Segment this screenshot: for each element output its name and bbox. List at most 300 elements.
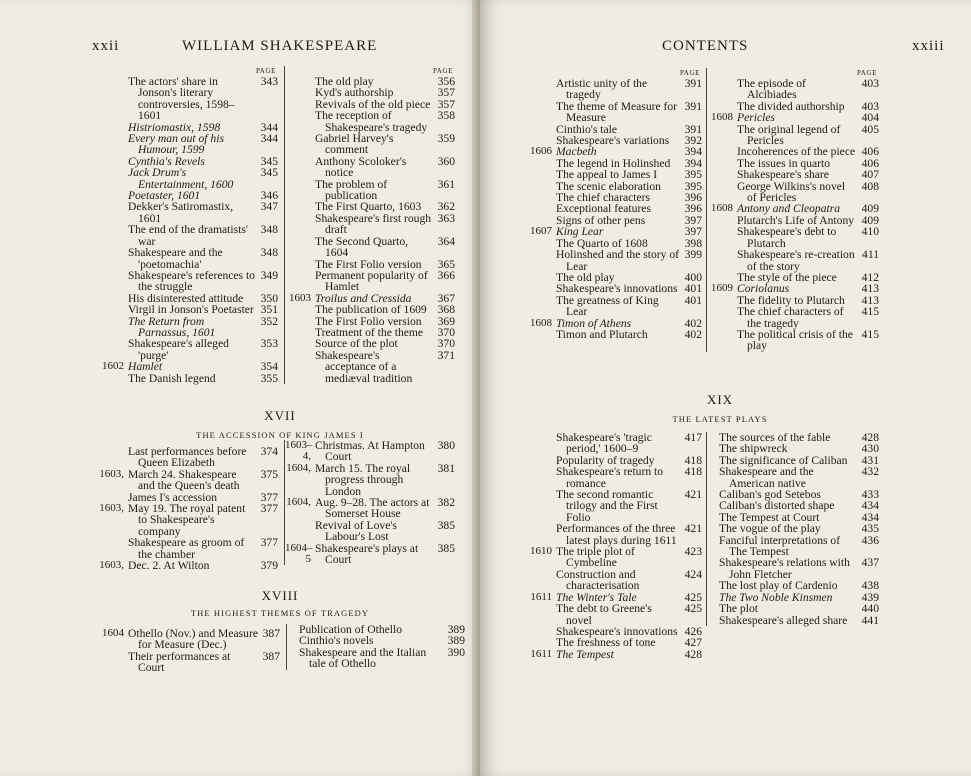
toc-entry-page: 368 (437, 303, 455, 317)
toc-entry (707, 78, 879, 101)
toc-entry-title: Shakespeare's alleged 'purge' (128, 337, 229, 362)
toc-entry-title: The Danish legend (128, 371, 216, 385)
toc-entry (707, 557, 879, 580)
toc-entry-page: 394 (684, 145, 702, 159)
left-page-number: xxii (92, 38, 120, 54)
toc-entry-year: 1608 (530, 316, 552, 329)
toc-entry-page: 418 (684, 453, 702, 467)
toc-entry-page: 345 (260, 166, 278, 180)
toc-entry-page: 436 (861, 533, 879, 547)
toc-entry (98, 537, 278, 560)
toc-entry-page: 426 (684, 624, 702, 638)
toc-entry-page: 395 (684, 168, 702, 182)
toc-entry-year (526, 192, 556, 203)
toc-entry (707, 181, 879, 204)
toc-entry-page: 381 (437, 461, 455, 475)
toc-entry-year (285, 350, 315, 384)
toc-entry (98, 133, 278, 156)
toc-entry (526, 215, 702, 226)
toc-entry (526, 135, 702, 146)
toc-entry-page: 403 (861, 99, 879, 113)
toc-entry-page: 363 (437, 211, 455, 225)
toc-entry-title: Shakespeare's references to the struggle (128, 268, 255, 294)
toc-entry-page: 370 (437, 325, 455, 339)
toc-entry-title: The old play (315, 75, 374, 88)
toc-entry-year (707, 158, 737, 169)
toc-entry-year (526, 626, 556, 637)
toc-entry-title: Revival of Love's Labour's Lost (315, 518, 397, 544)
toc-entry-title: Permanent popularity of Hamlet (315, 268, 428, 294)
toc-entry-year: 1603, (99, 559, 124, 572)
toc-entry-year (526, 455, 556, 466)
toc-entry-title: Pericles (737, 111, 775, 125)
toc-entry-year (98, 224, 128, 247)
toc-entry-year (98, 338, 128, 361)
toc-entry-page: 441 (861, 613, 879, 627)
toc-entry-page: 395 (684, 179, 702, 193)
toc-entry-title: March 15. The royal progress through London (315, 461, 411, 498)
toc-entry-title: Othello (Nov.) and Measure for Measure (Dec.) (128, 627, 258, 652)
toc-entry (98, 316, 278, 339)
toc-entry-page: 391 (684, 99, 702, 113)
toc-entry-page: 399 (684, 248, 702, 262)
right-running-title: CONTENTS (662, 38, 749, 54)
toc-entry-year (285, 304, 315, 315)
toc-entry-year (98, 537, 128, 560)
toc-entry (285, 213, 455, 236)
toc-entry-page: 434 (861, 499, 879, 513)
toc-entry (526, 489, 702, 523)
toc-entry-year (707, 181, 737, 204)
toc-entry (707, 603, 879, 614)
toc-entry-year (98, 373, 128, 384)
toc-entry-page: 394 (684, 156, 702, 170)
toc-entry-title: Shakespeare's variations (556, 134, 670, 148)
toc-entry-page: 357 (437, 97, 455, 111)
toc-entry-page: 402 (684, 327, 702, 341)
toc-entry-year: 1603, (99, 467, 124, 480)
toc-entry-page: 369 (437, 314, 455, 328)
toc-entry-title: The First Folio version (315, 314, 422, 328)
left-top-col2 (284, 66, 455, 384)
toc-entry (98, 560, 278, 571)
toc-entry-title: The Quarto of 1608 (556, 236, 648, 250)
right-bot-col1 (526, 432, 702, 660)
toc-entry-page: 380 (437, 439, 455, 452)
right-top-col1 (526, 68, 702, 340)
toc-entry-page: 397 (684, 213, 702, 227)
toc-entry-title: Anthony Scoloker's notice (315, 154, 407, 180)
toc-entry-year (707, 249, 737, 272)
toc-entry-page: 431 (861, 453, 879, 467)
toc-entry (98, 628, 280, 651)
toc-entry-title: Cinthio's tale (556, 122, 618, 136)
toc-entry-page: 391 (684, 77, 702, 90)
toc-entry-year (707, 295, 737, 306)
left-mid-col1 (98, 446, 278, 571)
toc-entry-page: 350 (260, 291, 278, 305)
toc-entry (285, 543, 455, 566)
toc-entry-page: 403 (861, 77, 879, 90)
toc-entry-year (526, 101, 556, 124)
toc-entry-title: The problem of publication (315, 177, 388, 203)
chapter-numeral: XVIII (261, 588, 299, 603)
toc-entry (526, 466, 702, 489)
toc-entry-title: Gabriel Harvey's comment (315, 132, 394, 157)
toc-entry-page: 428 (684, 647, 702, 661)
toc-entry-year: 1608 (711, 202, 733, 215)
toc-entry-title: Holinshed and the story of Lear (556, 248, 680, 273)
toc-entry-title: Shakespeare's debt to Plutarch (737, 225, 837, 250)
toc-entry-title: The end of the dramatists' war (128, 223, 248, 248)
toc-entry-title: The debt to Greene's novel (556, 602, 652, 627)
toc-entry-page: 377 (260, 502, 278, 516)
toc-entry-title: Caliban's god Setebos (719, 488, 821, 502)
toc-entry-title: Kyd's authorship (315, 86, 394, 100)
toc-entry-title: The triple plot of Cymbeline (556, 545, 635, 570)
right-page-number: xxiii (912, 38, 945, 54)
toc-entry (98, 373, 278, 384)
toc-entry-title: Artistic unity of the tragedy (556, 77, 648, 102)
toc-entry-page: 367 (437, 291, 455, 305)
toc-entry (285, 463, 455, 497)
toc-entry-year (526, 295, 556, 318)
toc-entry (98, 304, 278, 315)
toc-entry-year (98, 270, 128, 293)
toc-entry-year (526, 432, 556, 455)
toc-entry-title: Shakespeare's innovations (556, 624, 678, 638)
toc-entry-title: Shakespeare and the 'poetomachia' (128, 246, 223, 271)
toc-entry-page: 409 (861, 202, 879, 216)
toc-entry-year: 1607 (530, 225, 552, 238)
toc-entry-title: The chief characters of the tragedy (737, 305, 844, 330)
toc-entry-year (526, 329, 556, 340)
toc-entry-year: 1602 (102, 360, 124, 373)
toc-entry-title: Dekker's Satiromastix, 1601 (128, 200, 234, 225)
toc-entry-title: March 24. Shakespeare and the Queen's death (128, 467, 240, 493)
toc-entry (707, 249, 879, 272)
toc-entry-year (526, 238, 556, 249)
toc-entry-title: Shakespeare's relations with John Fletcher (719, 556, 850, 581)
toc-entry-page: 361 (437, 177, 455, 191)
toc-entry-title: The plot (719, 602, 758, 616)
toc-entry-page: 439 (861, 590, 879, 604)
toc-entry-year (285, 259, 315, 270)
toc-entry-title: Shakespeare and the American native (719, 465, 814, 490)
toc-entry (98, 469, 278, 492)
toc-entry (526, 603, 702, 626)
toc-entry-year (707, 146, 737, 157)
toc-entry (526, 283, 702, 294)
toc-entry-title: Caliban's distorted shape (719, 499, 835, 513)
toc-entry (707, 169, 879, 180)
toc-entry-page: 405 (861, 122, 879, 136)
toc-entry-title: James I's accession (128, 490, 218, 504)
toc-entry-year (285, 338, 315, 349)
toc-entry-title: The episode of Alcibiades (737, 77, 806, 102)
toc-entry (526, 569, 702, 592)
right-page (480, 0, 971, 776)
toc-entry-title: The Tempest at Court (719, 510, 820, 524)
toc-entry-title: Last performances before Queen Elizabeth (128, 445, 247, 470)
toc-entry (98, 167, 278, 190)
toc-entry-year (526, 78, 556, 101)
toc-entry-page: 385 (437, 518, 455, 532)
toc-entry-year (285, 236, 315, 259)
toc-entry-title: The chief characters (556, 191, 650, 205)
toc-entry-page: 411 (862, 248, 879, 262)
toc-entry-year (98, 651, 128, 674)
toc-entry-title: The theme of Measure for Measure (556, 99, 678, 125)
toc-entry (98, 338, 278, 361)
toc-entry-page: 406 (861, 156, 879, 170)
toc-entry-title: Shakespeare's return to romance (556, 465, 664, 490)
toc-entry-page: 371 (437, 348, 455, 362)
toc-entry-page: 406 (861, 145, 879, 159)
toc-entry-title: Hamlet (128, 360, 163, 374)
toc-entry-page: 401 (684, 282, 702, 296)
toc-entry-title: Virgil in Jonson's Poetaster (128, 303, 254, 317)
toc-entry-page: 390 (447, 645, 465, 659)
toc-entry-year (526, 249, 556, 272)
toc-entry-title: Shakespeare's share (737, 168, 829, 182)
toc-entry-year: 1604 (102, 627, 124, 639)
toc-entry-page: 377 (260, 536, 278, 550)
toc-entry-year (526, 569, 556, 592)
toc-entry-title: The greatness of King Lear (556, 293, 659, 319)
toc-entry-page: 365 (437, 257, 455, 271)
toc-entry-title: Shakespeare's plays at Court (315, 541, 419, 567)
toc-entry-title: Macbeth (556, 145, 597, 159)
toc-entry-title: Cinthio's novels (299, 634, 374, 648)
left-top-col1 (98, 66, 278, 384)
toc-entry-page: 357 (437, 86, 455, 100)
toc-entry-title: The legend in Holinshed (556, 156, 671, 170)
toc-entry-page: 402 (684, 316, 702, 330)
toc-entry-year: 1604, (286, 461, 311, 474)
toc-entry-title: Publication of Othello (299, 623, 403, 636)
toc-entry-title: The lost play of Cardenio (719, 579, 838, 593)
toc-entry-title: Aug. 9–28. The actors at Somerset House (315, 496, 430, 521)
toc-entry-year (285, 316, 315, 327)
toc-entry-title: Timon and Plutarch (556, 327, 648, 341)
chapter-numeral: XIX (706, 392, 734, 407)
toc-entry-page: 391 (684, 122, 702, 136)
toc-entry-year: 1611 (530, 590, 552, 603)
toc-entry-title: Performances of the three latest plays during 1611 (556, 522, 677, 547)
toc-entry (707, 124, 879, 147)
toc-entry-page: 424 (684, 567, 702, 581)
toc-entry (707, 329, 879, 352)
toc-entry-page: 379 (260, 559, 278, 573)
toc-entry-title: The sources of the fable (719, 431, 831, 444)
toc-entry-page: 437 (861, 556, 879, 570)
toc-entry-title: Shakespeare as groom of the chamber (128, 536, 245, 561)
toc-entry-title: The Return from Parnassus, 1601 (128, 314, 216, 339)
toc-entry (98, 247, 278, 270)
toc-entry-title: Every man out of his Humour, 1599 (128, 132, 224, 157)
toc-entry-title: The Tempest (556, 647, 614, 661)
toc-entry-page: 352 (260, 314, 278, 328)
toc-entry-year (526, 181, 556, 192)
toc-entry-year (526, 489, 556, 523)
toc-entry-page: 435 (861, 522, 879, 536)
toc-entry-title: The second romantic trilogy and the First Folio (556, 488, 658, 524)
toc-entry-title: The Winter's Tale (556, 590, 637, 604)
toc-entry-title: The Second Quarto, 1604 (315, 234, 409, 260)
toc-entry-page: 401 (684, 293, 702, 307)
toc-entry-year (707, 169, 737, 180)
page-column-label: PAGE (255, 67, 276, 75)
toc-entry-year (285, 133, 315, 156)
toc-entry-year (526, 637, 556, 648)
toc-entry-page: 344 (260, 120, 278, 134)
toc-entry-page: 417 (684, 431, 702, 444)
toc-entry-page: 356 (437, 75, 455, 88)
toc-entry-title: The issues in quarto (737, 156, 831, 170)
toc-entry-page: 413 (861, 282, 879, 296)
left-running-title: WILLIAM SHAKESPEARE (182, 38, 378, 54)
toc-entry-title: The scenic elaboration (556, 179, 661, 193)
toc-entry-title: Plutarch's Life of Antony (737, 213, 855, 227)
toc-entry-page: 348 (260, 246, 278, 260)
toc-entry-page: 355 (260, 371, 278, 385)
toc-entry-year (285, 179, 315, 202)
page-column-label: PAGE (432, 67, 453, 75)
toc-entry (285, 440, 455, 463)
toc-entry-year (285, 270, 315, 293)
toc-entry-year (707, 329, 737, 352)
toc-entry-page: 400 (684, 270, 702, 284)
toc-entry (707, 523, 879, 534)
toc-entry (98, 446, 278, 469)
toc-entry-title: Revivals of the old piece (315, 97, 431, 111)
toc-entry-page: 366 (437, 268, 455, 282)
toc-entry-page: 407 (861, 168, 879, 182)
toc-entry-page: 359 (437, 132, 455, 146)
toc-entry (707, 580, 879, 591)
chapter-title: THE ACCESSION OF KING JAMES I (196, 430, 364, 440)
toc-entry-page: 382 (437, 496, 455, 510)
toc-entry-title: The freshness of tone (556, 636, 656, 650)
toc-entry-page: 415 (861, 327, 879, 341)
toc-entry-title: The actors' share in Jonson's literary controversies, 1598–1601 (128, 75, 235, 123)
toc-entry-page: 351 (260, 303, 278, 317)
chapter-title: THE HIGHEST THEMES OF TRAGEDY (190, 608, 370, 618)
toc-entry (526, 226, 702, 237)
right-top-col2 (706, 68, 879, 352)
toc-entry-year (526, 283, 556, 294)
toc-entry-page: 425 (684, 602, 702, 616)
toc-entry-page: 387 (262, 649, 280, 663)
toc-entry-page: 412 (861, 270, 879, 284)
toc-entry-title: The Two Noble Kinsmen (719, 590, 833, 604)
toc-entry-page: 353 (260, 337, 278, 351)
toc-entry (526, 78, 702, 101)
toc-entry-page: 418 (684, 465, 702, 479)
toc-entry-year (285, 520, 315, 543)
toc-entry-page: 364 (437, 234, 455, 248)
toc-entry-page: 410 (861, 225, 879, 239)
toc-entry-year (526, 523, 556, 546)
toc-entry-title: Shakespeare's first rough draft (315, 211, 432, 237)
toc-entry (285, 133, 455, 156)
toc-entry-year (98, 167, 128, 190)
toc-entry-page: 428 (861, 431, 879, 444)
toc-entry (526, 295, 702, 318)
toc-entry-year (285, 110, 315, 133)
toc-entry-year (707, 306, 737, 329)
toc-entry-title: Shakespeare's innovations (556, 282, 678, 296)
toc-entry-page: 397 (684, 225, 702, 239)
toc-entry-year (285, 99, 315, 110)
toc-entry-year: 1603, (99, 502, 124, 515)
toc-entry-year (285, 87, 315, 98)
toc-entry-title: Fanciful interpretations of The Tempest (719, 533, 841, 559)
toc-entry-year (526, 603, 556, 626)
toc-entry-year (98, 190, 128, 201)
toc-entry (98, 224, 278, 247)
toc-entry-year (707, 124, 737, 147)
toc-entry-title: The shipwreck (719, 442, 788, 456)
toc-entry-page: 398 (684, 236, 702, 250)
toc-entry-page: 343 (260, 75, 278, 88)
toc-entry-title: Signs of other pens (556, 213, 646, 227)
toc-entry-year (285, 213, 315, 236)
toc-entry-year (98, 304, 128, 315)
toc-entry-year (98, 247, 128, 270)
toc-entry-title: The fidelity to Plutarch (737, 293, 845, 307)
toc-entry-page: 389 (447, 634, 465, 648)
toc-entry (707, 466, 879, 489)
toc-entry (98, 503, 278, 537)
toc-entry (285, 304, 455, 315)
toc-entry-page: 421 (684, 522, 702, 536)
chapter-title: THE LATEST PLAYS (672, 414, 768, 424)
toc-entry (285, 179, 455, 202)
toc-entry-title: Source of the plot (315, 337, 398, 351)
toc-entry-title: The reception of Shakespeare's tragedy (315, 109, 428, 134)
toc-entry-year: 1608 (711, 111, 733, 124)
toc-entry (98, 270, 278, 293)
toc-entry-page: 421 (684, 488, 702, 502)
toc-entry (526, 523, 702, 546)
toc-entry-page: 396 (684, 191, 702, 205)
toc-entry-year (526, 203, 556, 214)
toc-entry-title: The publication of 1609 (315, 303, 427, 317)
toc-entry-year: 1603 (289, 291, 311, 304)
toc-entry-page: 432 (861, 465, 879, 479)
toc-entry-title: His disinterested attitude (128, 291, 244, 305)
toc-entry-year (285, 156, 315, 179)
toc-entry (526, 432, 702, 455)
toc-entry-year (707, 215, 737, 226)
toc-entry-page: 389 (447, 623, 465, 636)
toc-entry-title: The political crisis of the play (737, 327, 853, 353)
toc-entry-title: Cynthia's Revels (128, 154, 205, 168)
toc-entry-title: Incoherences of the piece (737, 145, 856, 159)
toc-entry-page: 347 (260, 200, 278, 214)
toc-entry (707, 283, 879, 294)
toc-entry-title: George Wilkins's novel of Pericles (737, 179, 846, 205)
toc-entry (707, 306, 879, 329)
toc-entry-page: 387 (262, 627, 280, 640)
toc-entry-year: 1603–4, (285, 439, 313, 463)
toc-entry-page: 434 (861, 510, 879, 524)
toc-entry-year (285, 76, 315, 87)
left-page (0, 0, 480, 776)
toc-entry-page: 408 (861, 179, 879, 193)
